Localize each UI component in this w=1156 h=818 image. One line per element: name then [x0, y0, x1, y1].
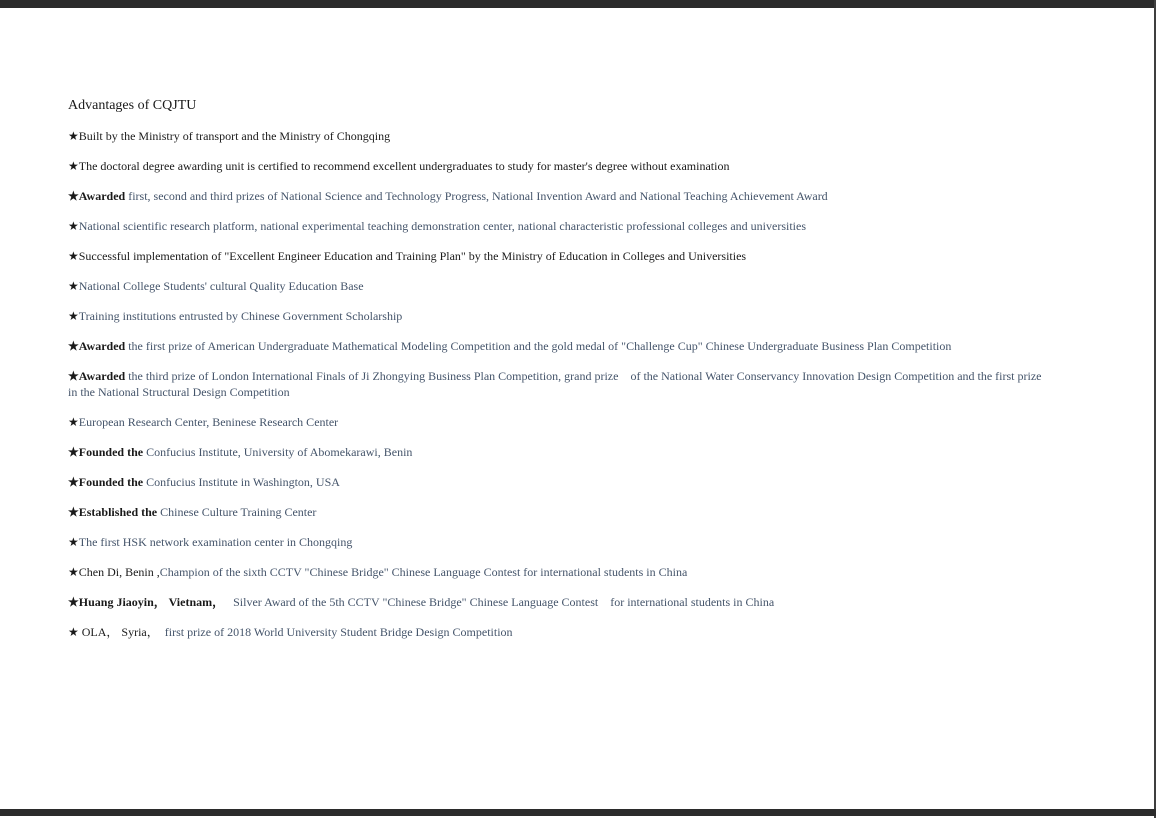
list-item: [68, 564, 1050, 580]
list-item: [68, 444, 1050, 460]
list-item-segment: ★Founded the: [68, 445, 144, 459]
list-item: [68, 474, 1050, 490]
list-item-segment: ★Established the: [68, 505, 158, 519]
document-page: [68, 97, 1050, 654]
advantages-list: [68, 128, 1050, 640]
page-title: Advantages of CQJTU: [68, 98, 197, 113]
list-item-segment: ★: [68, 535, 79, 549]
list-item-segment: ★Awarded: [68, 369, 126, 383]
list-item-segment: ★The doctoral degree awarding unit is certified to recommend excellent undergraduates to study for master's degree without examination: [68, 159, 730, 173]
list-item-segment: ★: [68, 279, 79, 293]
list-item: [68, 504, 1050, 520]
list-item: [68, 218, 1050, 234]
list-item-segment: ★Successful implementation of "Excellent Engineer Education and Training Plan" by the Ministry of Education in Colleges and Universities: [68, 249, 747, 263]
list-item-segment: ★Chen Di, Benin ,: [68, 565, 160, 579]
list-item-segment: Champion of the sixth CCTV "Chinese Bridge" Chinese Language Contest for international students in China: [159, 565, 688, 579]
list-item-segment: National scientific research platform, national experimental teaching demonstration center, national characteristic professional colleges and universities: [78, 219, 807, 233]
list-item-segment: the first prize of American Undergraduate Mathematical Modeling Competition and the gold medal of "Challenge Cup" Chinese Undergraduate Business Plan Competition: [125, 339, 952, 353]
list-item: [68, 594, 1050, 610]
list-item: [68, 188, 1050, 204]
list-item-segment: National College Students' cultural Quality Education Base: [78, 279, 364, 293]
list-item-segment: ★Awarded: [68, 339, 126, 353]
bottom-bar: [0, 809, 1156, 816]
list-item: [68, 338, 1050, 354]
list-item: [68, 534, 1050, 550]
list-item-segment: European Research Center, Beninese Research Center: [78, 415, 339, 429]
list-item: [68, 278, 1050, 294]
list-item-segment: Confucius Institute, University of Abomekarawi, Benin: [143, 445, 413, 459]
list-item: [68, 308, 1050, 324]
list-item: [68, 128, 1050, 144]
list-item-segment: Silver Award of the 5th CCTV "Chinese Bridge" Chinese Language Contest for international students in China: [224, 595, 775, 609]
list-item-segment: Confucius Institute in Washington, USA: [143, 475, 340, 489]
list-item-segment: ★: [68, 219, 79, 233]
list-item-segment: The first HSK network examination center in Chongqing: [78, 535, 353, 549]
top-bar: [0, 0, 1156, 8]
list-item: [68, 414, 1050, 430]
list-item: [68, 248, 1050, 264]
list-item-segment: ★Built by the Ministry of transport and the Ministry of Chongqing: [68, 129, 391, 143]
list-item: [68, 158, 1050, 174]
list-item-segment: ★Awarded: [68, 189, 126, 203]
list-item-segment: first prize of 2018 World University Student Bridge Design Competition: [158, 625, 513, 639]
list-item: [68, 624, 1050, 640]
list-item-segment: the third prize of London International Finals of Ji Zhongying Business Plan Competition, grand prize of the National Water Conservancy Innovation Design Competition and the first prize in the National Structural Design Competition: [68, 369, 1045, 399]
list-item: [68, 368, 1050, 400]
list-item-segment: ★ OLA， Syria，: [68, 625, 159, 639]
list-item-segment: first, second and third prizes of National Science and Technology Progress, National Invention Award and National Teaching Achievement Award: [125, 189, 828, 203]
list-item-segment: ★Huang Jiaoyin， Vietnam，: [68, 595, 225, 609]
list-item-segment: ★: [68, 415, 79, 429]
list-item-segment: ★Founded the: [68, 475, 144, 489]
list-item-segment: Chinese Culture Training Center: [157, 505, 317, 519]
list-item-segment: Training institutions entrusted by Chinese Government Scholarship: [78, 309, 403, 323]
list-item-segment: ★: [68, 309, 79, 323]
